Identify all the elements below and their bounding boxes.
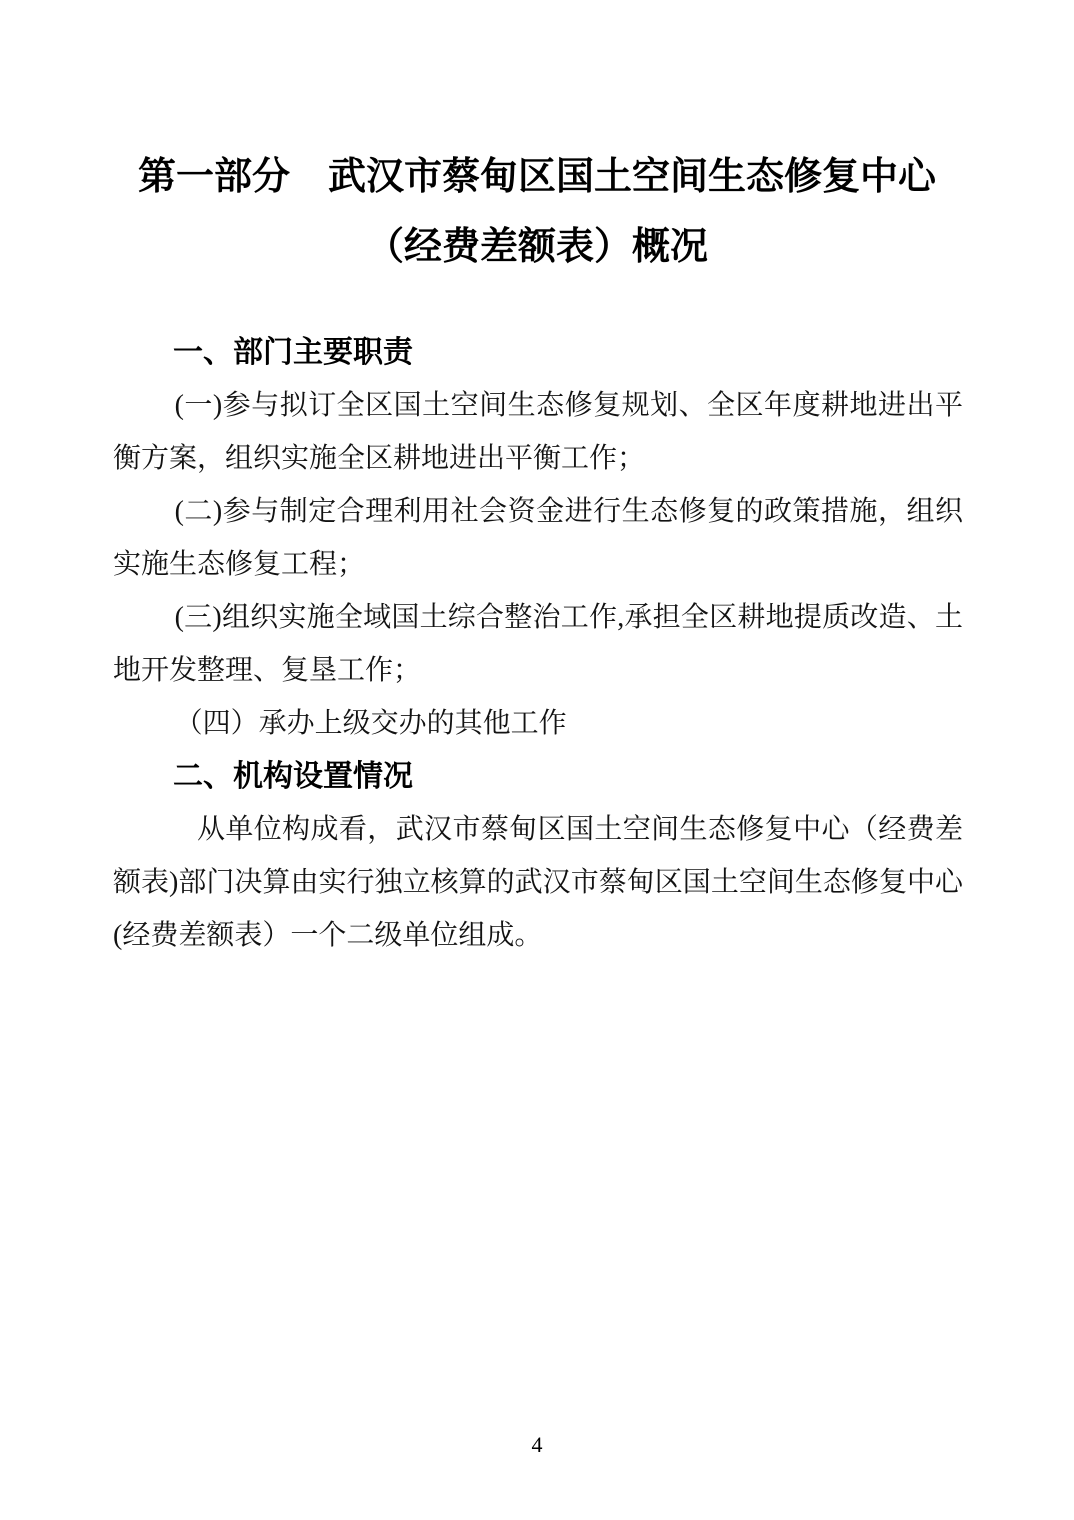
document-title (0, 0, 1074, 282)
page-number: 4 (531, 1432, 543, 1457)
document-title-line1: 第一部分 武汉市蔡甸区国土空间生态修复中心 (137, 156, 936, 198)
section-heading: 二、机构设置情况 (173, 760, 413, 793)
body-paragraph: 从单位构成看，武汉市蔡甸区国土空间生态修复中心（经费差额表)部门决算由实行独立核算的武汉市蔡甸区国土空间生态修复中心(经费差额表）一个二级单位组成。 (113, 814, 963, 951)
body-paragraph: (三)组织实施全域国土综合整治工作,承担全区耕地提质改造、土地开发整理、复垦工作； (113, 602, 963, 686)
document-body (113, 326, 963, 962)
document-title-line2: （经费差额表）概况 (365, 226, 708, 268)
body-paragraph: (二)参与制定合理利用社会资金进行生态修复的政策措施，组织实施生态修复工程； (113, 496, 963, 580)
body-paragraph: （四）承办上级交办的其他工作 (174, 708, 567, 739)
body-paragraph: (一)参与拟订全区国土空间生态修复规划、全区年度耕地进出平衡方案，组织实施全区耕地进出平衡工作； (113, 390, 963, 474)
section-heading: 一、部门主要职责 (173, 336, 413, 369)
